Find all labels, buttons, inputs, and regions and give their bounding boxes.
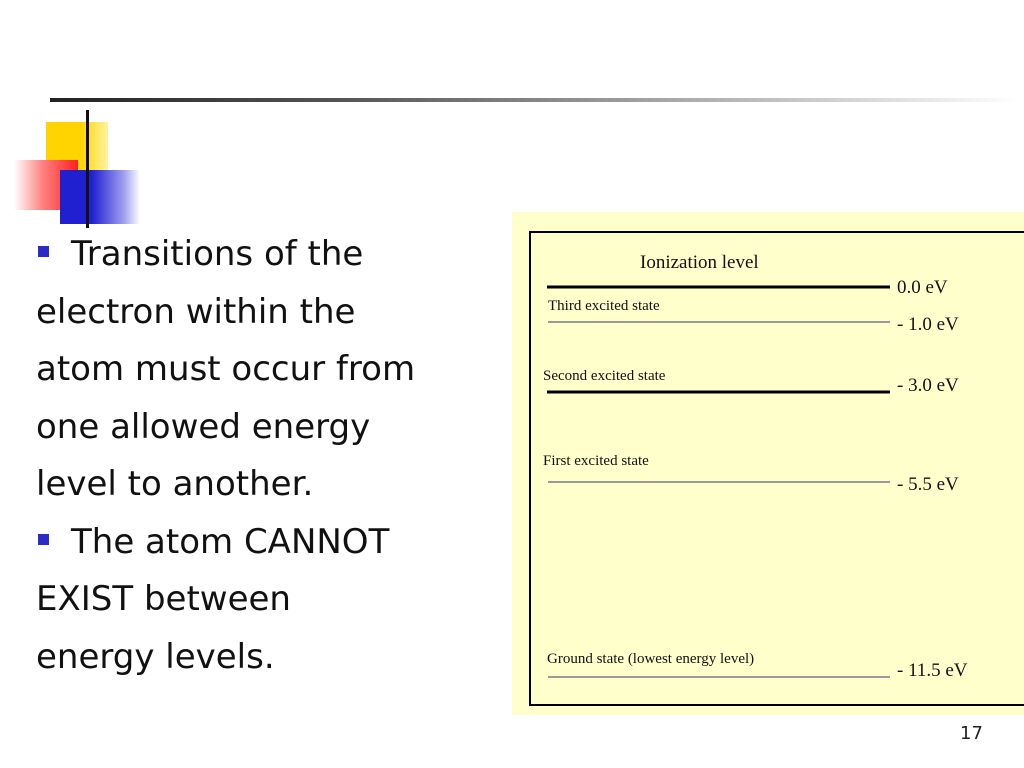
bullet-2-line-2: EXIST between	[36, 579, 291, 619]
bullet-1-line-1: Transitions of the	[71, 234, 364, 274]
bullet-1-line-4: one allowed energy	[36, 406, 371, 447]
energy-level-label: First excited state	[543, 453, 649, 469]
bullet-1-line-3: atom must occur from	[36, 349, 416, 389]
energy-value-label: - 1.0 eV	[897, 314, 959, 335]
energy-levels-group	[543, 277, 968, 681]
energy-value-label: 0.0 eV	[897, 277, 948, 298]
energy-value-label: - 5.5 eV	[897, 474, 959, 495]
bullet-2-line-3: energy levels.	[36, 636, 275, 677]
energy-level-label: Second excited state	[543, 368, 666, 384]
bullet-1-line-2: electron within the	[36, 291, 356, 332]
energy-value-label: - 11.5 eV	[897, 660, 968, 681]
energy-value-label: - 3.0 eV	[897, 375, 959, 396]
energy-level-label: Third excited state	[548, 298, 660, 314]
page-number: 17	[960, 723, 983, 744]
energy-level-label: Ground state (lowest energy level)	[547, 651, 755, 667]
ionization-level-title: Ionization level	[640, 252, 759, 273]
bullet-1-line-5: level to another.	[36, 464, 314, 504]
bullet-2-line-1: The atom CANNOT	[71, 521, 390, 562]
